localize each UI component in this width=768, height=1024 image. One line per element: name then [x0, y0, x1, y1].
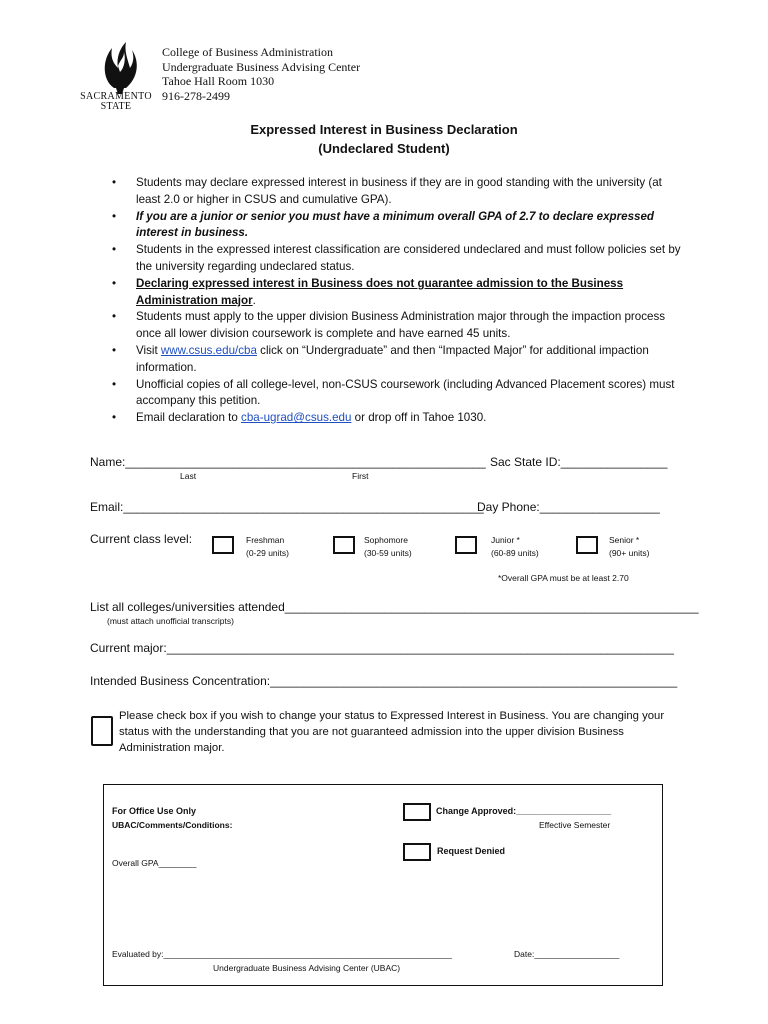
list-item: • Students may declare expressed interest in business if they are in good standing with the university (at least 2.0 or higher in CSUS and cumulative GPA).	[112, 176, 662, 206]
class-level-label: Current class level:	[90, 532, 193, 546]
day-phone-field[interactable]: Day Phone:__________________	[477, 500, 660, 514]
list-item: • Declaring expressed interest in Business does not guarantee admission to the Business Administration major.	[112, 276, 624, 307]
evaluated-by-field[interactable]: Evaluated by:_____________________________________________________________	[112, 949, 452, 959]
logo-wordmark	[80, 92, 152, 112]
senior-label: Senior *	[609, 535, 640, 545]
list-item: • Students must apply to the upper division Business Administration major through the impaction process once all lower division coursework is complete and have earned 45 units.	[112, 310, 666, 341]
cba-email-link[interactable]: cba-ugrad@csus.edu	[241, 411, 352, 425]
change-approved-checkbox[interactable]	[403, 803, 431, 821]
list-item: • Visit www.csus.edu/cba click on “Undergraduate” and then “Impacted Major” for additional impaction information.	[112, 343, 649, 374]
freshman-label: Freshman	[246, 535, 285, 545]
first-name-caption: First	[352, 471, 369, 481]
transcripts-note: (must attach unofficial transcripts)	[107, 616, 234, 626]
effective-semester-caption: Effective Semester	[539, 820, 611, 830]
junior-label: Junior *	[491, 535, 520, 545]
colleges-attended-field[interactable]: List all colleges/universities attended______________________________________________________________	[90, 600, 699, 614]
header-college: College of Business Administration	[162, 45, 333, 59]
csus-cba-link[interactable]: www.csus.edu/cba	[160, 343, 257, 357]
page-title: Expressed Interest in Business Declaration	[250, 122, 518, 137]
junior-checkbox[interactable]	[455, 536, 477, 554]
header-center: Undergraduate Business Advising Center	[162, 59, 361, 74]
request-denied-label: Request Denied	[437, 846, 506, 856]
sophomore-units: (30-59 units)	[364, 548, 412, 558]
header-address	[162, 45, 360, 103]
name-field[interactable]: Name:______________________________________________________	[90, 455, 486, 469]
list-item: • Email declaration to cba-ugrad@csus.edu or drop off in Tahoe 1030.	[112, 411, 487, 425]
intended-concentration-field[interactable]: Intended Business Concentration:_____________________________________________________________	[90, 674, 678, 688]
overall-gpa-field[interactable]: Overall GPA________	[112, 858, 197, 868]
header-room: Tahoe Hall Room 1030	[162, 74, 275, 88]
list-item: • If you are a junior or senior you must have a minimum overall GPA of 2.7 to declare expressed interest in business.	[112, 209, 655, 240]
date-field[interactable]: Date:__________________	[514, 949, 620, 959]
request-denied-checkbox[interactable]	[403, 843, 431, 861]
last-name-caption: Last	[180, 471, 197, 481]
page-subtitle: (Undeclared Student)	[318, 141, 450, 156]
ubac-caption: Undergraduate Business Advising Center (UBAC)	[213, 963, 401, 973]
freshman-checkbox[interactable]	[212, 536, 234, 554]
change-approved-field[interactable]: Change Approved:___________________	[436, 806, 612, 816]
change-status-text: Please check box if you wish to change your status to Expressed Interest in Business. You are changing your status with the understanding that you are not guaranteed admission into the upper division Business Administration major.	[119, 710, 665, 754]
email-field[interactable]: Email:______________________________________________________	[90, 500, 484, 514]
logo-text-state: STATE	[100, 101, 132, 112]
current-major-field[interactable]: Current major:____________________________________________________________________________	[90, 641, 674, 655]
junior-units: (60-89 units)	[491, 548, 539, 558]
header-phone: 916-278-2499	[162, 88, 230, 103]
sac-state-id-field[interactable]: Sac State ID:________________	[490, 455, 668, 469]
instructions-list	[112, 175, 682, 427]
sophomore-checkbox[interactable]	[333, 536, 355, 554]
list-item: • Unofficial copies of all college-level, non-CSUS coursework (including Advanced Placement scores) must accompany this petition.	[112, 377, 675, 408]
senior-checkbox[interactable]	[576, 536, 598, 554]
sophomore-label: Sophomore	[364, 535, 408, 545]
hornet-torch-icon	[80, 38, 160, 94]
change-status-checkbox[interactable]	[91, 716, 113, 746]
list-item: • Students in the expressed interest classification are considered undeclared and must follow policies set by the university regarding undeclared status.	[112, 243, 681, 273]
gpa-note: *Overall GPA must be at least 2.70	[498, 573, 629, 583]
logo-text-sacramento: SACRAMENTO	[80, 91, 152, 102]
freshman-units: (0-29 units)	[246, 548, 289, 558]
office-use-heading: For Office Use Only	[112, 806, 197, 816]
senior-units: (90+ units)	[609, 548, 650, 558]
comments-label: UBAC/Comments/Conditions:	[112, 820, 233, 830]
